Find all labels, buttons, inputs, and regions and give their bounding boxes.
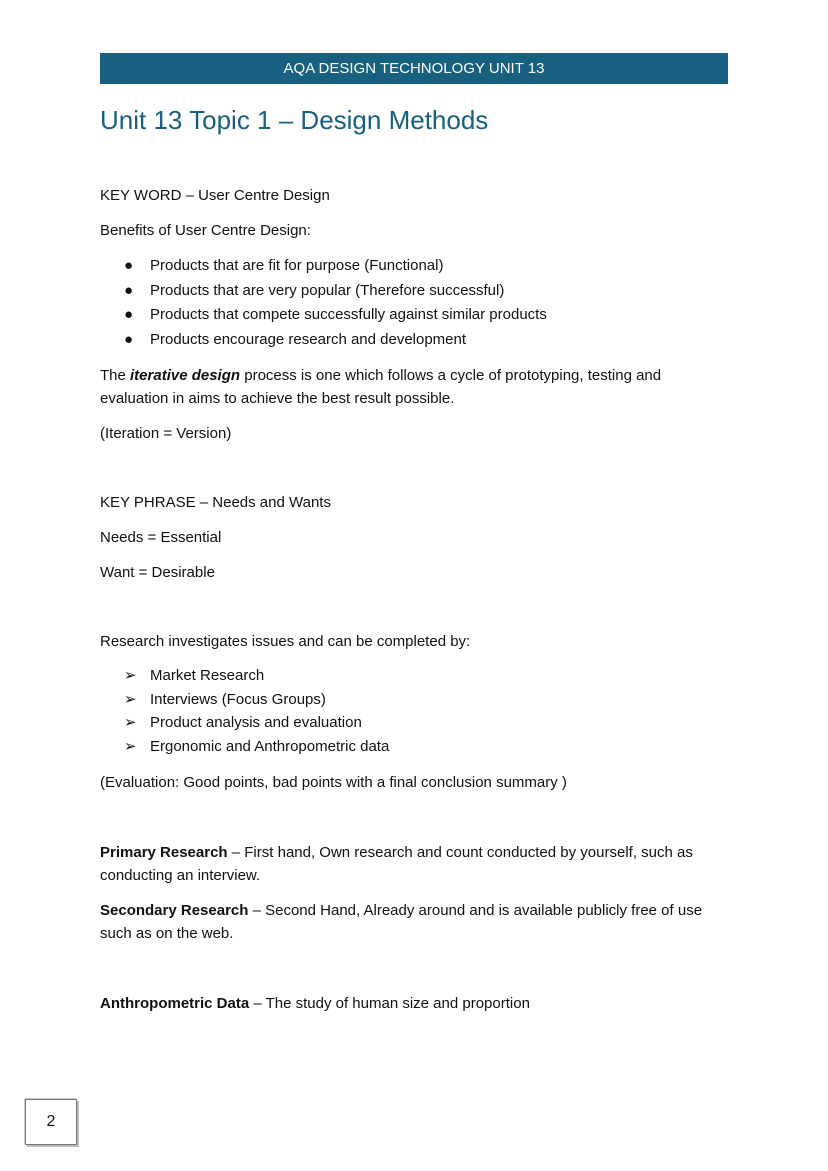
term: Anthropometric Data — [100, 995, 250, 1012]
list-item — [100, 328, 547, 353]
text: The — [100, 367, 131, 384]
text: – Second Hand, Already around and is available publicly free of use such as on the web. — [100, 902, 703, 942]
arrow-bullet-icon: ➢ — [124, 690, 137, 708]
list-item — [100, 688, 389, 712]
list-item — [100, 735, 389, 759]
list-item-text: Products that compete successfully against similar products — [150, 306, 547, 323]
benefits-list — [100, 254, 547, 352]
list-item-text: Products that are fit for purpose (Functional) — [150, 257, 444, 274]
list-item — [100, 303, 547, 328]
list-item — [100, 254, 547, 279]
iterative-paragraph — [100, 364, 730, 410]
arrow-bullet-icon: ➢ — [124, 667, 137, 684]
want: Want = Desirable — [100, 564, 215, 581]
iteration-note: (Iteration = Version) — [100, 425, 232, 442]
text: process is one which follows a cycle of prototyping, testing and evaluation in aims to achieve the best result possible. — [100, 367, 662, 407]
benefits-heading: Benefits of User Centre Design: — [100, 222, 311, 239]
evaluation-note: (Evaluation: Good points, bad points with a final conclusion summary ) — [100, 774, 567, 791]
definition-primary — [100, 841, 730, 887]
research-heading: Research investigates issues and can be completed by: — [100, 633, 471, 650]
keyword: KEY WORD – User Centre Design — [100, 187, 330, 204]
bullet-icon: ● — [124, 330, 134, 348]
list-item-text: Ergonomic and Anthropometric data — [150, 738, 390, 756]
definition-secondary — [100, 899, 730, 945]
list-item-text: Market Research — [150, 667, 265, 684]
arrow-bullet-icon: ➢ — [124, 714, 137, 732]
list-item — [100, 711, 389, 735]
list-item-text: Products that are very popular (Therefore successful) — [150, 281, 505, 299]
list-item-text: Products encourage research and development — [150, 330, 467, 348]
bullet-icon: ● — [124, 306, 134, 323]
list-item-text: Interviews (Focus Groups) — [150, 690, 326, 708]
definition-anthropometric — [100, 992, 730, 1015]
bullet-icon: ● — [124, 281, 134, 299]
research-list — [100, 664, 389, 759]
iterative-term: iterative design — [130, 367, 241, 384]
page-title: Unit 13 Topic 1 – Design Methods — [100, 105, 489, 135]
keyphrase: KEY PHRASE – Needs and Wants — [100, 494, 331, 511]
term: Secondary Research — [100, 902, 249, 919]
bullet-icon: ● — [124, 257, 134, 274]
page-number: 2 — [25, 1099, 77, 1145]
list-item-text: Product analysis and evaluation — [150, 714, 362, 732]
text: – The study of human size and proportion — [249, 995, 530, 1012]
term: Primary Research — [100, 844, 228, 861]
arrow-bullet-icon: ➢ — [124, 738, 137, 756]
needs: Needs = Essential — [100, 529, 222, 546]
list-item — [100, 279, 547, 304]
header-banner: AQA DESIGN TECHNOLOGY UNIT 13 — [100, 53, 728, 84]
text: – First hand, Own research and count conducted by yourself, such as conducting an interview. — [100, 844, 693, 884]
list-item — [100, 664, 389, 688]
